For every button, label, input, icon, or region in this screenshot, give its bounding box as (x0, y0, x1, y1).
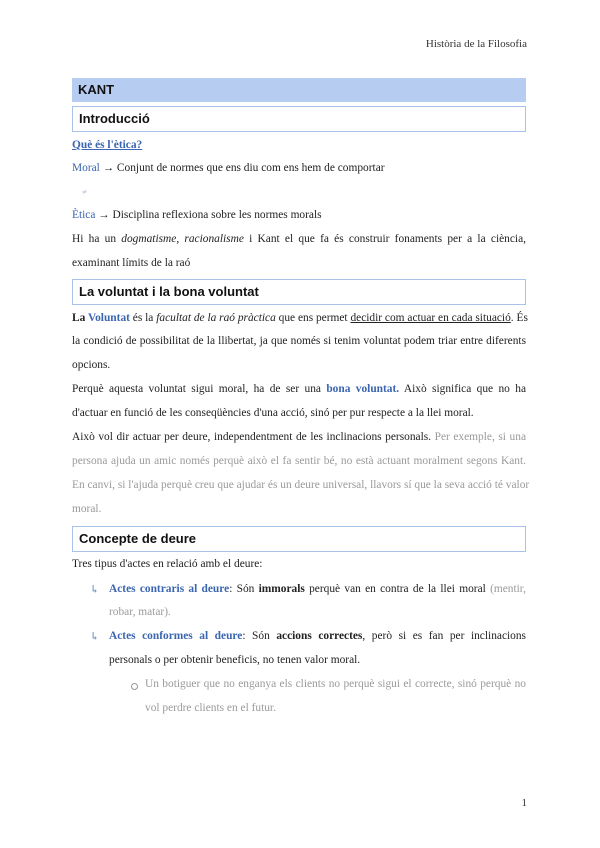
text-span: Hi ha un (72, 233, 122, 245)
moral-def: → Conjunt de normes que ens diu com ens hem de comportar (99, 162, 385, 174)
bullet-1-line-2: robar, matar). (109, 606, 171, 618)
question-link[interactable] (72, 139, 142, 151)
voluntat-line-1 (72, 312, 526, 324)
text-span: Això significa que no ha (399, 383, 527, 395)
voluntat-line-6 (72, 431, 526, 443)
sub-bullet-line-2: vol perdre clients en el futur. (145, 702, 276, 714)
bullet-2-term: Actes conformes al deure (109, 630, 243, 642)
voluntat-term: Voluntat (87, 312, 130, 324)
bullet-2-line-2: personals o per obtenir beneficis, no tenen valor moral. (109, 654, 361, 666)
section-heading-voluntat: La voluntat i la bona voluntat (72, 279, 526, 305)
moral-term: Moral (72, 162, 100, 174)
voluntat-line-3: opcions. (72, 359, 111, 371)
text-span: . És (510, 312, 528, 324)
voluntat-line-4 (72, 383, 526, 395)
text-bold: immorals (258, 583, 305, 595)
etica-term: Ètica (72, 209, 96, 221)
text-span: perquè van en contra de la llei moral (304, 583, 491, 595)
text-bold: La (72, 312, 88, 324)
text-underline: decidir com actuar en cada situació (350, 312, 511, 324)
text-span: Això vol dir actuar per deure, independentment de les inclinacions personals. (72, 431, 435, 443)
text-span: que ens permet (275, 312, 351, 324)
intro-paragraph-line-2: examinant límits de la raó (72, 257, 191, 269)
text-span: Perquè aquesta voluntat sigui moral, ha de ser una (72, 383, 327, 395)
page-number: 1 (521, 797, 527, 809)
voluntat-line-8: En canvi, si l'ajuda perquè creu que ajudar és un deure universal, llavors sí que la seva acció té valor (72, 479, 530, 491)
bullet-1-line-1 (109, 583, 526, 595)
example-text: Per exemple, si una (434, 431, 526, 443)
text-italic: facultat de la raó pràctica (156, 312, 276, 324)
text-span: és la (129, 312, 157, 324)
example-text: (mentir, (490, 583, 526, 595)
voluntat-line-2: la condició de possibilitat de la llibertat, ja que només si tenim voluntat podem triar entre diferents (72, 335, 526, 347)
etica-def: → Disciplina reflexiona sobre les normes morals (95, 209, 322, 221)
page-title: KANT (72, 78, 526, 102)
section-heading-intro: Introducció (72, 106, 526, 132)
text-bold: accions correctes (276, 630, 363, 642)
voluntat-line-7: persona ajuda un amic només perquè això el fa sentir bé, no està actuant moralment segons Kant. (72, 455, 526, 467)
question-text[interactable]: Què és l'ètica? (72, 139, 143, 151)
moral-definition (72, 162, 385, 174)
not-equal-icon: ≠ (82, 187, 87, 197)
arrow-bullet-icon: ↳ (90, 631, 100, 643)
text-span: : Són (229, 583, 259, 595)
bona-voluntat-term: bona voluntat. (326, 383, 400, 395)
text-span: , però si es fan per inclinacions (362, 630, 526, 642)
circle-bullet-icon (131, 683, 138, 690)
voluntat-line-9: moral. (72, 503, 102, 515)
text-span: : Són (242, 630, 277, 642)
etica-definition (72, 209, 322, 221)
arrow-bullet-icon: ↳ (90, 584, 100, 596)
section-heading-deure: Concepte de deure (72, 526, 526, 552)
bullet-2-line-1 (109, 630, 526, 642)
voluntat-line-5: d'actuar en funció de les conseqüències d'una acció, sinó per pur respecte a la llei moral. (72, 407, 474, 419)
deure-intro: Tres tipus d'actes en relació amb el deure: (72, 558, 263, 570)
text-italic: dogmatisme, racionalisme (121, 233, 244, 245)
document-header: Història de la Filosofia (425, 38, 527, 50)
intro-paragraph-line-1 (72, 233, 526, 245)
sub-bullet-line-1: Un botiguer que no enganya els clients no perquè sigui el correcte, sinó perquè no (145, 678, 526, 690)
text-span: i Kant el que fa és construir fonaments per a la ciència, (243, 233, 526, 245)
bullet-1-term: Actes contraris al deure (109, 583, 230, 595)
